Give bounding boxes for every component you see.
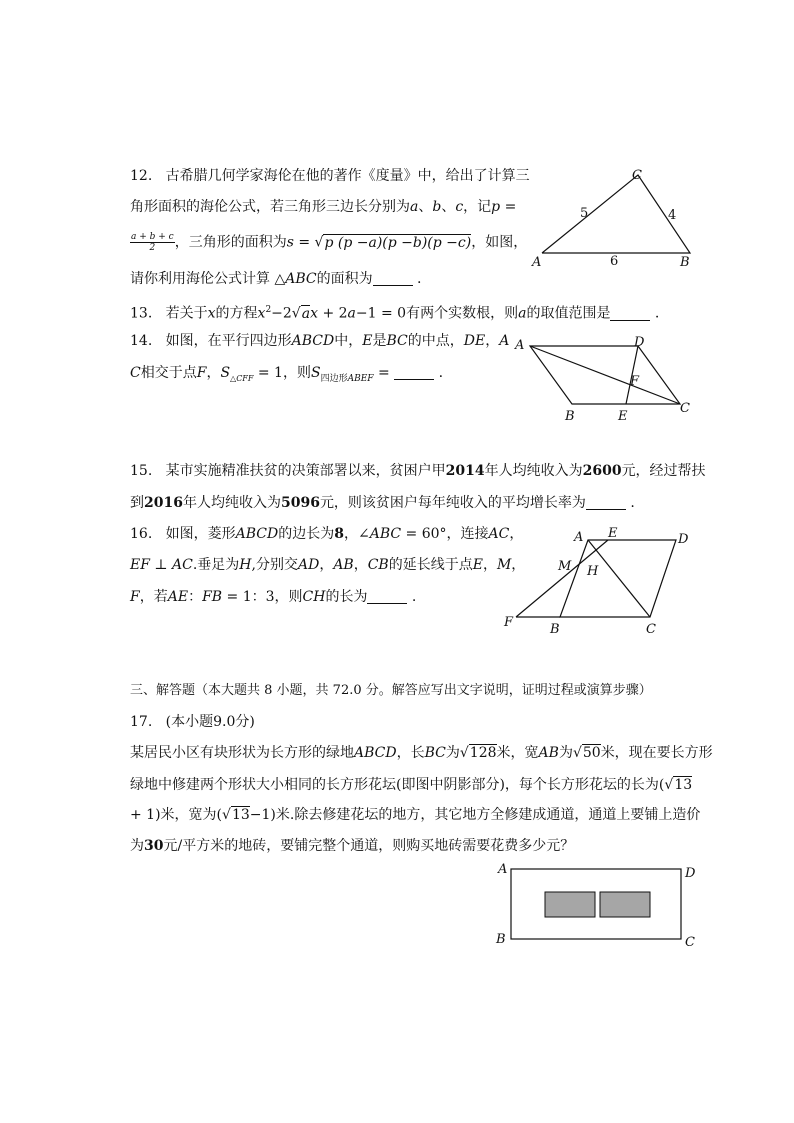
q17-line4: 为30元/平方米的地砖，要铺完整个通道，则购买地砖需要花费多少元？: [130, 838, 575, 854]
label-c: C: [632, 168, 642, 183]
svg-text:C: C: [685, 935, 695, 950]
q12-triangle-figure: [530, 165, 700, 270]
q12-line1: [130, 167, 530, 185]
q17-header: 17. (本小题9.0分): [130, 714, 255, 730]
svg-text:D: D: [634, 335, 645, 350]
q16-rhombus-figure: [498, 525, 703, 637]
svg-text:E: E: [618, 409, 628, 424]
svg-text:E: E: [608, 526, 618, 541]
svg-text:B: B: [496, 932, 506, 947]
answer-blank[interactable]: [367, 589, 407, 604]
q14-line1: 14. 如图，在平行四边形ABCD中，E是BC的中点，DE，A: [130, 333, 510, 349]
q15-line2: 到2016年人均纯收入为5096元，则该贫困户每年纯收入的平均增长率为 .: [130, 495, 635, 511]
q13-line: 13. 若关于x的方程$x^2-2√ax + 2a-1 = 0$有两个实数根，则a的取值范围是 .: [130, 305, 660, 322]
answer-blank[interactable]: [610, 306, 650, 321]
side-ac: 5: [580, 206, 589, 221]
q12-line3: $\frac{a + b + c}{2}$ ，三角形的面积为s = √p (p −a)(p −b)(p −c)，如图，: [131, 232, 528, 253]
flowerbed-1: [545, 892, 595, 917]
side-bc: 4: [668, 208, 677, 223]
q17-line3: + 1)米，宽为(√13−1)米.除去修建花坛的地方，其它地方全修建成通道，通道上要铺上造价: [130, 807, 701, 823]
svg-text:C: C: [646, 622, 656, 637]
q17-rectangle-figure: [494, 860, 704, 952]
svg-text:A: A: [498, 862, 508, 877]
q16-line2: EF ⊥ AC.垂足为H,分别交AD，AB，CB的延长线于点E，M，: [130, 557, 526, 573]
q12-fraction: $\frac{a + b + c}{2}$: [131, 232, 174, 253]
q15-line1: 15. 某市实施精准扶贫的决策部署以来，贫困户甲2014年人均纯收入为2600元，经过帮扶: [130, 463, 706, 479]
svg-text:A: A: [515, 338, 525, 353]
q14-line2: C相交于点F，$S_{\triangle CFF} = 1$，则$S_{四边形ABEF}$ = .: [130, 365, 444, 384]
q17-line1: 某居民小区有块形状为长方形的绿地ABCD，长BC为√128米，宽AB为√50米，现在要长方形: [130, 745, 713, 761]
svg-text:H: H: [587, 564, 599, 579]
q16-line1: 16. 如图，菱形ABCD的边长为8，∠ABC = 60°，连接AC，: [130, 526, 524, 542]
flowerbed-2: [600, 892, 650, 917]
svg-text:F: F: [630, 374, 640, 389]
svg-text:F: F: [504, 615, 514, 630]
svg-text:D: D: [678, 532, 689, 547]
q12-line2: 角形面积的海伦公式，若三角形三边长分别为a、b、c，记p =: [130, 199, 517, 215]
svg-text:D: D: [685, 866, 696, 881]
q14-parallelogram-figure: [510, 332, 700, 427]
svg-text:B: B: [565, 409, 575, 424]
answer-blank[interactable]: [394, 365, 434, 380]
answer-blank[interactable]: [586, 495, 626, 510]
side-ab: 6: [610, 254, 619, 269]
svg-text:C: C: [680, 401, 690, 416]
q13-equation: x: [257, 305, 266, 322]
label-a: A: [532, 255, 542, 270]
heron-formula: p (p −a)(p −b)(p −c): [324, 234, 472, 251]
q12-text-1: 古希腊几何学家海伦在他的著作《度量》中，给出了计算三: [165, 168, 530, 184]
label-b: B: [680, 255, 690, 270]
q12-line4: 请你利用海伦公式计算 △ABC的面积为 .: [130, 271, 422, 287]
q17-line2: 绿地中修建两个形状大小相同的长方形花坛(即图中阴影部分)，每个长方形花坛的长为(√13: [130, 777, 693, 793]
q12-number: 12.: [130, 168, 153, 184]
svg-text:B: B: [550, 622, 560, 637]
svg-text:A: A: [574, 530, 584, 545]
section-heading: 三、解答题（本大题共 8 小题，共 72.0 分。解答应写出文字说明，证明过程或演算步骤）: [130, 683, 652, 698]
answer-blank[interactable]: [373, 271, 413, 286]
svg-text:M: M: [558, 559, 572, 574]
q16-line3: F，若AE：FB = 1：3，则CH的长为 .: [130, 589, 417, 605]
